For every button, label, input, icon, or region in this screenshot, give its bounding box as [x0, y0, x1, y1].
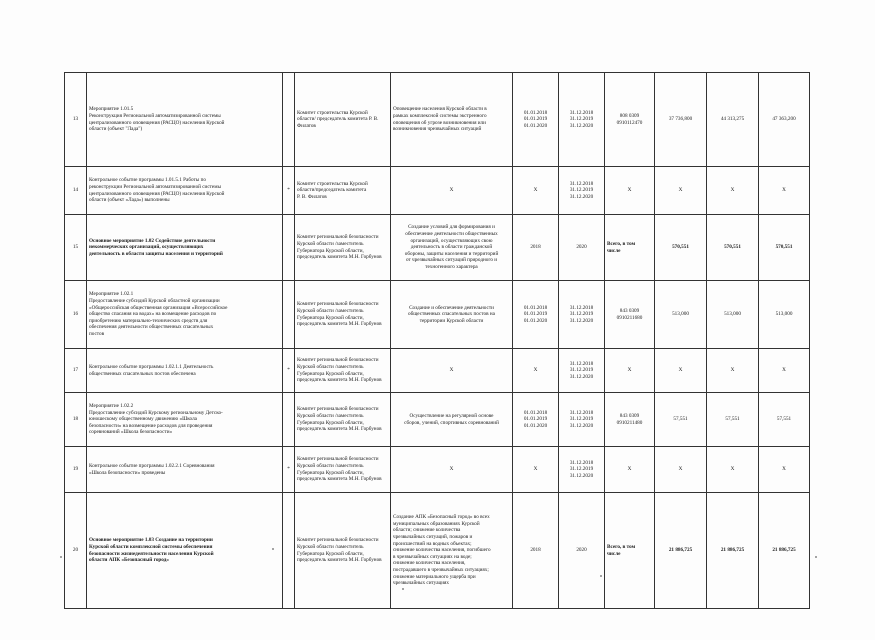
table-row	[65, 73, 810, 167]
row-number: 14	[65, 167, 87, 215]
row-value-2019: X	[707, 447, 759, 493]
row-result: Создание АПК «Безопасный город» во всех муниципальных образованиях Курской области; снижение количества чрезвычайных ситуаций, пожаров и происшествий на водных объектах; снижение количества населения, погибшего в чрезвычайных ситуациях на воде; снижение количества населения, пострадавшего в чрезвычайных ситуациях; снижение материального ущерба при чрезвычайных ситуациях	[391, 493, 513, 609]
row-code: 808 0309 0910112470	[605, 73, 655, 167]
row-end: 31.12.2018 31.12.2019 31.12.2020	[559, 167, 605, 215]
row-start: X	[513, 349, 559, 393]
row-description: Контрольное событие программы 1.01.5.1 Работы по реконструкции Региональной автоматизированной системы централизованного оповещения (РАСЦО) населения Курской области (объект «Лада») выполнены	[87, 167, 283, 215]
row-number: 20	[65, 493, 87, 609]
row-executor: Комитет строительства Курской области/ председатель комитета Р. В. Филатов	[295, 73, 391, 167]
row-number: 18	[65, 393, 87, 447]
row-value-2020: X	[759, 167, 810, 215]
row-description: Мероприятие 1.02.2 Предоставление субсидий Курскому региональному Детско- юношескому общественному движению «Школа безопасности» на возмещение расходов для проведения соревнований «Школа безопасности»	[87, 393, 283, 447]
row-description: Мероприятие 1.01.5 Реконструкция Региональной автоматизированной системы централизованного оповещения (РАСЦО) населения Курской области (объект "Лада")	[87, 73, 283, 167]
row-code: Всего, в том числе	[605, 215, 655, 281]
row-star	[283, 393, 295, 447]
row-value-2020: 57,551	[759, 393, 810, 447]
row-end: 31.12.2018 31.12.2019 31.12.2020	[559, 447, 605, 493]
row-number: 13	[65, 73, 87, 167]
row-result: Создание и обеспечение деятельности общественных спасательных постов на территории Курской области	[391, 281, 513, 349]
row-code: Всего, в том числе	[605, 493, 655, 609]
row-result: X	[391, 167, 513, 215]
row-result: Создание условий для формирования и обеспечение деятельности общественных организаций, осуществляющих свою деятельность в области гражданской обороны, защиты населения и территорий от чрезвычайных ситуаций природного и техногенного характера	[391, 215, 513, 281]
row-code: X	[605, 167, 655, 215]
row-number: 16	[65, 281, 87, 349]
scan-speck	[272, 548, 274, 550]
row-start: 01.01.2018 01.01.2019 01.01.2020	[513, 281, 559, 349]
row-value-2018: 21 886,725	[655, 493, 707, 609]
table-row	[65, 393, 810, 447]
row-value-2019: X	[707, 349, 759, 393]
row-end: 31.12.2018 31.12.2019 31.12.2020	[559, 73, 605, 167]
row-star: *	[283, 349, 295, 393]
row-value-2019: X	[707, 167, 759, 215]
row-start: 01.01.2018 01.01.2019 01.01.2020	[513, 73, 559, 167]
row-value-2019: 57,551	[707, 393, 759, 447]
row-value-2020: 21 886,725	[759, 493, 810, 609]
row-result: X	[391, 349, 513, 393]
row-code: X	[605, 349, 655, 393]
table-row	[65, 349, 810, 393]
row-value-2019: 570,551	[707, 215, 759, 281]
row-value-2018: X	[655, 447, 707, 493]
row-start: 01.01.2018 01.01.2019 01.01.2020	[513, 393, 559, 447]
row-end: 31.12.2018 31.12.2019 31.12.2020	[559, 349, 605, 393]
row-start: X	[513, 167, 559, 215]
row-star	[283, 215, 295, 281]
row-value-2018: 37 736,800	[655, 73, 707, 167]
program-table	[64, 72, 810, 609]
row-value-2019: 44 313,275	[707, 73, 759, 167]
row-star	[283, 73, 295, 167]
row-number: 19	[65, 447, 87, 493]
row-end: 31.12.2018 31.12.2019 31.12.2020	[559, 393, 605, 447]
row-value-2020: 47 363,200	[759, 73, 810, 167]
row-code: 843 0309 0910211680	[605, 281, 655, 349]
row-value-2018: 570,551	[655, 215, 707, 281]
scan-speck	[600, 575, 602, 577]
row-start: X	[513, 447, 559, 493]
row-end: 2020	[559, 493, 605, 609]
row-result: Осуществление на регулярной основе сборов, учений, спортивных соревнований	[391, 393, 513, 447]
row-star	[283, 281, 295, 349]
row-description: Основное мероприятие 1.02 Содействие деятельности некоммерческих организаций, осуществляющих деятельность в области защиты населения и территорий	[87, 215, 283, 281]
row-value-2018: X	[655, 167, 707, 215]
row-code: 843 0309 0910211480	[605, 393, 655, 447]
row-start: 2018	[513, 215, 559, 281]
table-row	[65, 281, 810, 349]
table-row	[65, 493, 810, 609]
row-value-2019: 21 886,725	[707, 493, 759, 609]
row-star: *	[283, 167, 295, 215]
row-value-2020: X	[759, 447, 810, 493]
row-number: 15	[65, 215, 87, 281]
scan-speck	[60, 556, 62, 558]
row-value-2020: 570,551	[759, 215, 810, 281]
row-star: *	[283, 447, 295, 493]
row-start: 2018	[513, 493, 559, 609]
row-description: Контрольное событие программы 1.02.1.1 Деятельность общественных спасательных постов обеспечена	[87, 349, 283, 393]
row-executor: Комитет региональной безопасности Курской области /заместитель Губернатора Курской области, председатель комитета М.Н. Горбунов	[295, 281, 391, 349]
scan-speck	[815, 556, 817, 558]
row-number: 17	[65, 349, 87, 393]
row-description: Основное мероприятие 1.03 Создание на территории Курской области комплексной системы обеспечения безопасности жизнедеятельности населения Курской области АПК «Безопасный город»	[87, 493, 283, 609]
row-value-2020: 513,000	[759, 281, 810, 349]
row-value-2018: 513,000	[655, 281, 707, 349]
scan-speck	[402, 588, 404, 590]
row-end: 31.12.2018 31.12.2019 31.12.2020	[559, 281, 605, 349]
row-result: X	[391, 447, 513, 493]
row-executor: Комитет региональной безопасности Курской области /заместитель Губернатора Курской области, председатель комитета М.Н. Горбунов	[295, 349, 391, 393]
row-executor: Комитет региональной безопасности Курской области /заместитель Губернатора Курской области, председатель комитета М.Н. Горбунов	[295, 393, 391, 447]
row-end: 2020	[559, 215, 605, 281]
row-value-2018: 57,551	[655, 393, 707, 447]
row-executor: Комитет региональной безопасности Курской области /заместитель Губернатора Курской области, председатель комитета М.Н. Горбунов	[295, 493, 391, 609]
row-description: Контрольное событие программы 1.02.2.1 Соревнования «Школа безопасности» проведены	[87, 447, 283, 493]
row-value-2020: X	[759, 349, 810, 393]
row-result: Оповещение населения Курской области в рамках комплексной системы экстренного оповещения об угрозе возникновения или возникновения чрезвычайных ситуаций	[391, 73, 513, 167]
row-executor: Комитет строительства Курской области/председатель комитета Р. В. Филатов	[295, 167, 391, 215]
row-code: X	[605, 447, 655, 493]
row-star	[283, 493, 295, 609]
row-value-2019: 513,000	[707, 281, 759, 349]
row-value-2018: X	[655, 349, 707, 393]
table-row	[65, 215, 810, 281]
table-row	[65, 447, 810, 493]
row-executor: Комитет региональной безопасности Курской области /заместитель Губернатора Курской области, председатель комитета М.Н. Горбунов	[295, 447, 391, 493]
table-row	[65, 167, 810, 215]
row-description: Мероприятие 1.02.1 Предоставление субсидий Курской областной организации «Общероссийская общественная организация «Всероссийское общество спасания на водах» на возмещение расходов по приобретению материально-технических средств для обеспечения деятельности общественных спасательных постов	[87, 281, 283, 349]
row-executor: Комитет региональной безопасности Курской области /заместитель Губернатора Курской области, председатель комитета М.Н. Горбунов	[295, 215, 391, 281]
